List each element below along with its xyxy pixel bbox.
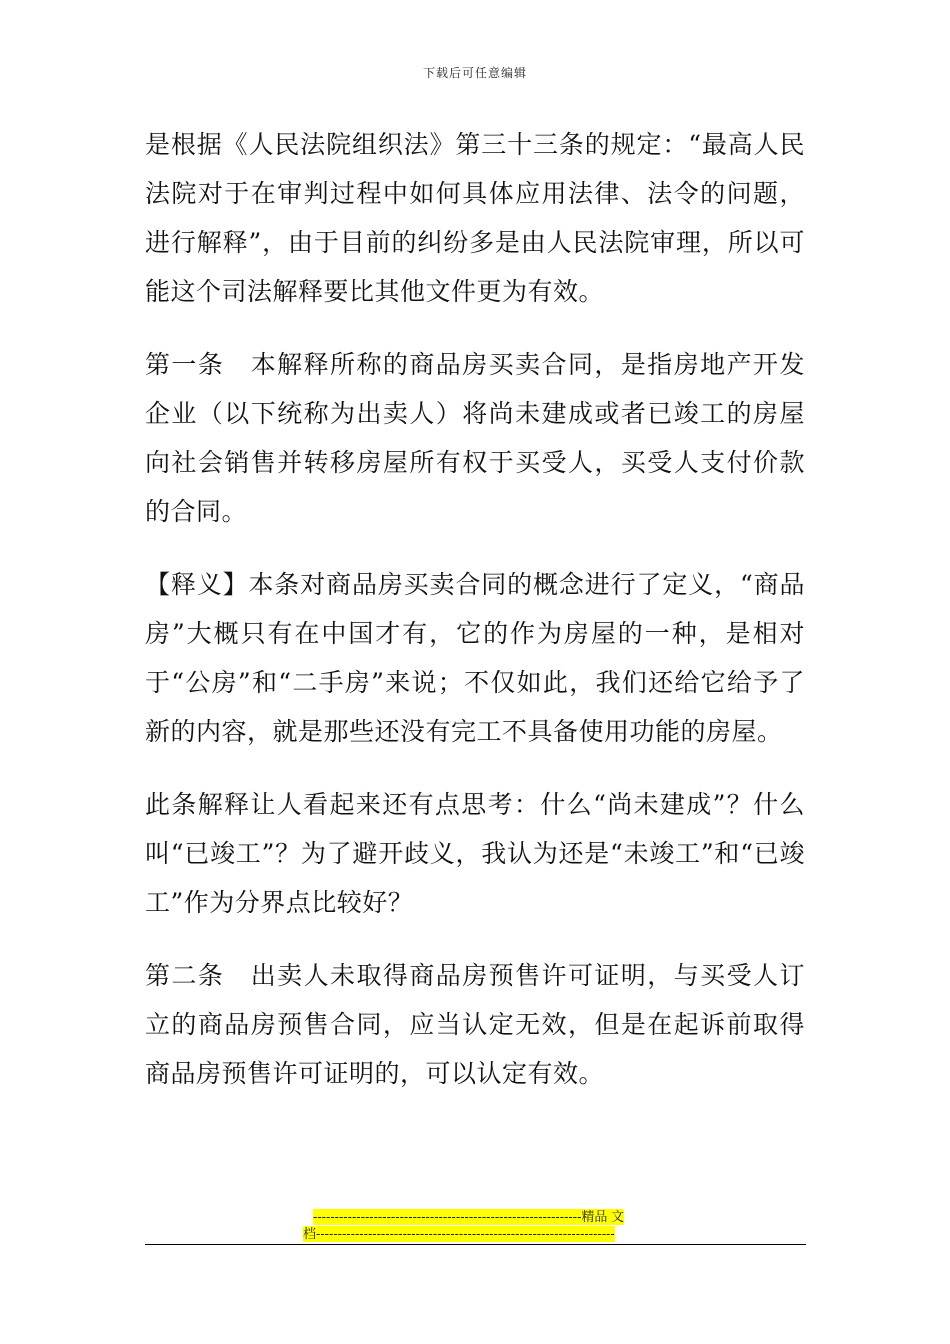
paragraph-interpretation: 【释义】本条对商品房买卖合同的概念进行了定义，“商品房”大概只有在中国才有，它的作为房屋的一种，是相对于“公房”和“二手房”来说；不仅如此，我们还给它给予了新的内容，就是那些还没有完工不具备使用功能的房屋。 <box>145 570 805 746</box>
document-body <box>145 120 805 1122</box>
footer-watermark-line-2: 档--------------------------------------------------------------------- <box>303 1226 615 1241</box>
paragraph-article-2: 第二条 出卖人未取得商品房预售许可证明，与买受人订立的商品房预售合同，应当认定无效，但是在起诉前取得商品房预售许可证明的，可以认定有效。 <box>145 961 805 1088</box>
footer-watermark-line-1: --------------------------------------------------------------精品 文 <box>313 1209 625 1224</box>
page-header: 下载后可任意编辑 <box>422 66 527 80</box>
footer-divider <box>145 1244 806 1245</box>
paragraph-intro: 是根据《人民法院组织法》第三十三条的规定：“最高人民法院对于在审判过程中如何具体应用法律、法令的问题，进行解释”，由于目前的纠纷多是由人民法院审理，所以可能这个司法解释要比其他文件更为有效。 <box>145 130 805 306</box>
paragraph-commentary: 此条解释让人看起来还有点思考：什么“尚未建成”？什么叫“已竣工”？为了避开歧义，我认为还是“未竣工”和“已竣工”作为分界点比较好？ <box>145 790 805 917</box>
paragraph-article-1: 第一条 本解释所称的商品房买卖合同，是指房地产开发企业（以下统称为出卖人）将尚未建成或者已竣工的房屋向社会销售并转移房屋所有权于买受人，买受人支付价款的合同。 <box>145 350 805 526</box>
